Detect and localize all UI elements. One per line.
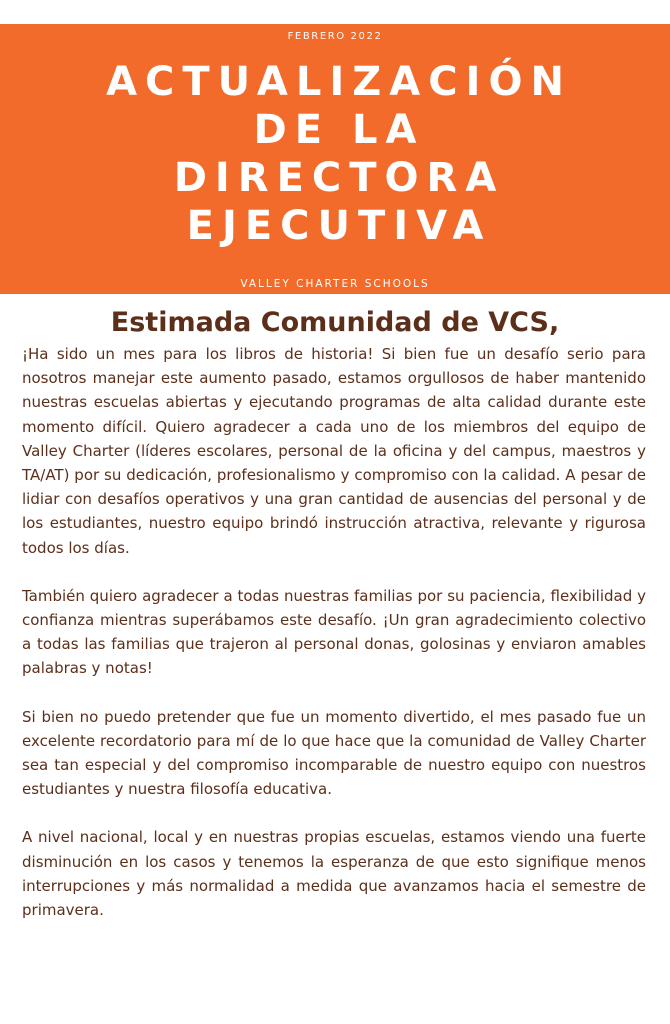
title-line: ACTUALIZACIÓN: [106, 59, 572, 105]
newsletter-title: [0, 58, 670, 250]
title-line: DE LA: [253, 107, 425, 153]
letter-paragraph: Si bien no puedo pretender que fue un momento divertido, el mes pasado fue un excelente recordatorio para mí de lo que hace que la comunidad de Valley Charter sea tan especial y del compromiso incomparable de nuestro equipo con nuestros estudiantes y nuestra filosofía educativa.: [22, 707, 646, 799]
letter-greeting: Estimada Comunidad de VCS,: [110, 307, 560, 338]
letter-paragraph: También quiero agradecer a todas nuestras familias por su paciencia, flexibilidad y confianza mientras superábamos este desafío. ¡Un gran agradecimiento colectivo a todas las familias que trajeron al personal donas, golosinas y enviaron amables palabras y notas!: [22, 586, 646, 678]
letter-paragraph: ¡Ha sido un mes para los libros de historia! Si bien fue un desafío serio para nosotros manejar este aumento pasado, estamos orgullosos de haber mantenido nuestras escuelas abiertas y ejecutando programas de alta calidad durante este momento difícil. Quiero agradecer a cada uno de los miembros del equipo de Valley Charter (líderes escolares, personal de la oficina y del campus, maestros y TA/AT) por su dedicación, profesionalismo y compromiso con la calidad. A pesar de lidiar con desafíos operativos y una gran cantidad de ausencias del personal y de los estudiantes, nuestro equipo brindó instrucción atractiva, relevante y rigurosa todos los días.: [22, 345, 646, 557]
title-line: EJECUTIVA: [186, 203, 492, 249]
organization-name: VALLEY CHARTER SCHOOLS: [240, 278, 430, 290]
header-banner: [0, 24, 670, 294]
letter-paragraph: A nivel nacional, local y en nuestras propias escuelas, estamos viendo una fuerte disminución en los casos y tenemos la esperanza de que esto signifique menos interrupciones y más normalidad a medida que avanzamos hacia el semestre de primavera.: [22, 828, 646, 920]
issue-date: FEBRERO 2022: [287, 31, 383, 42]
letter-body: [22, 342, 646, 946]
title-line: DIRECTORA: [173, 155, 505, 201]
